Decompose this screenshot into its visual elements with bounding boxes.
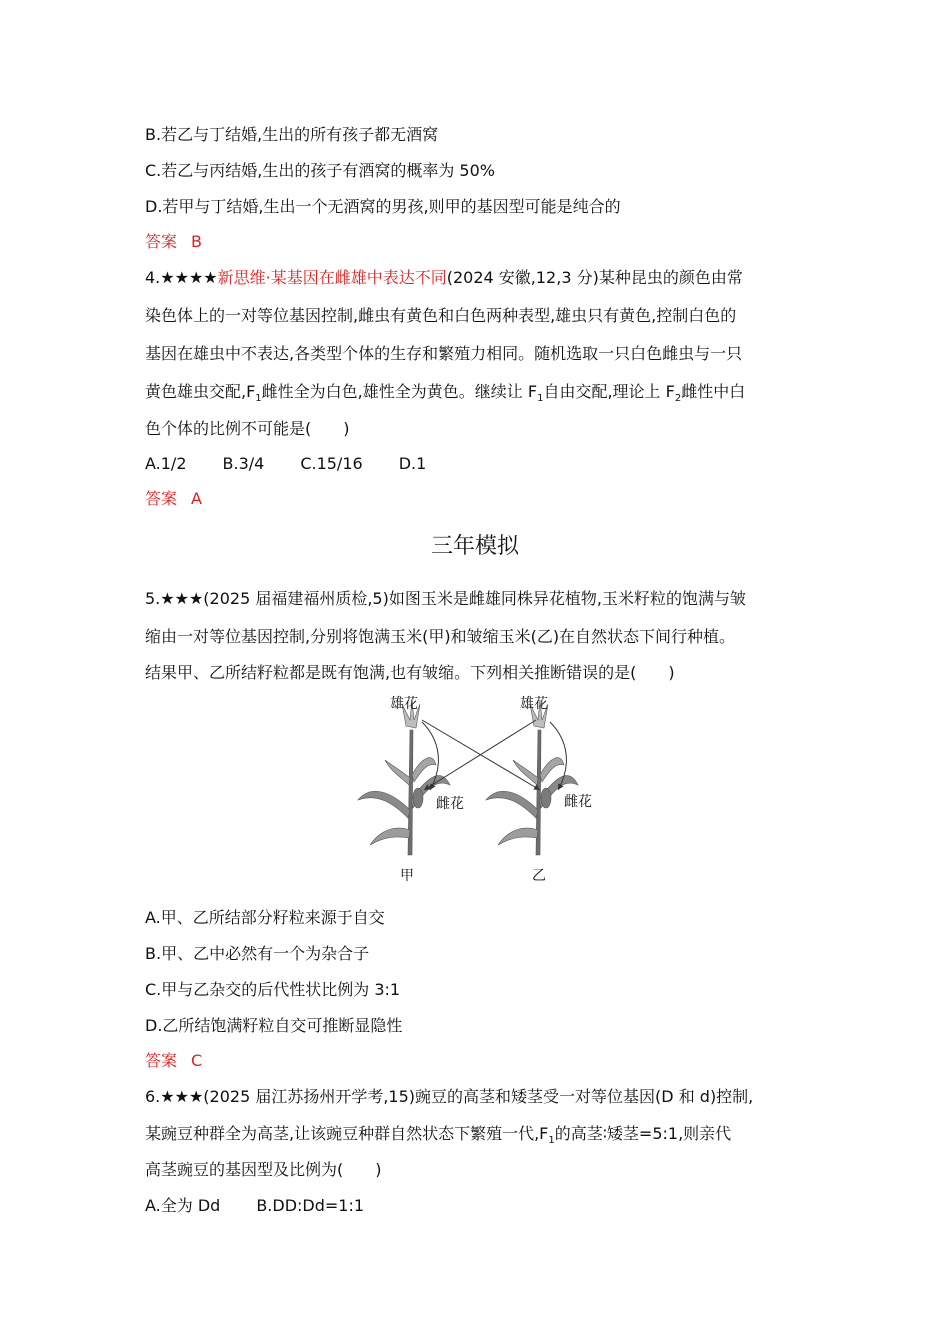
- subscript: 1: [255, 393, 262, 405]
- q6-number: 6.★★★: [145, 1087, 204, 1106]
- label-female-left: 雌花: [436, 796, 464, 812]
- q5-answer: [145, 1051, 202, 1071]
- q6-option-a: A.全为 Dd: [145, 1196, 221, 1215]
- answer-label: 答案: [145, 1051, 178, 1070]
- plant-left: [358, 700, 450, 855]
- q6-text: 豌豆的高茎和矮茎受一对等位基因(D 和 d)控制,: [415, 1087, 754, 1106]
- label-female-right: 雌花: [564, 794, 592, 810]
- answer-label: 答案: [145, 489, 178, 508]
- q4-text: 自由交配,理论上 F: [543, 382, 675, 401]
- q6-options: [145, 1196, 400, 1216]
- label-plant-left: 甲: [400, 868, 414, 884]
- q3-option-d: D.若甲与丁结婚,生出一个无酒窝的男孩,则甲的基因型可能是纯合的: [145, 197, 621, 216]
- q5-option-c: C.甲与乙杂交的后代性状比例为 3:1: [145, 980, 401, 999]
- arrow-cross-right: [424, 720, 536, 790]
- q4-options: [145, 454, 462, 474]
- q4-answer: [145, 489, 202, 509]
- subscript: 1: [548, 1135, 555, 1147]
- answer-label: 答案: [145, 232, 178, 251]
- q6-line-1: [145, 1087, 753, 1107]
- q4-text: 某种昆虫的颜色由常: [598, 268, 743, 287]
- q5-number: 5.★★★: [145, 589, 204, 608]
- q5-line-2: 缩由一对等位基因控制,分别将饱满玉米(甲)和皱缩玉米(乙)在自然状态下间行种植。: [145, 627, 736, 646]
- corn-figure: [340, 690, 620, 890]
- q4-number: 4.★★★★: [145, 268, 218, 287]
- q5-option-a: A.甲、乙所结部分籽粒来源于自交: [145, 908, 385, 927]
- q5-text: 如图玉米是雌雄同株异花植物,玉米籽粒的饱满与皱: [388, 589, 746, 608]
- q3-option-b: B.若乙与丁结婚,生出的所有孩子都无酒窝: [145, 125, 439, 144]
- corn-illustration: [340, 690, 620, 890]
- label-male-right: 雄花: [520, 696, 548, 712]
- q6-option-b: B.DD:Dd=1:1: [256, 1196, 365, 1215]
- plant-right: [486, 700, 578, 855]
- subscript: 1: [537, 393, 544, 405]
- q4-tag: 新思维·某基因在雌雄中表达不同: [217, 268, 447, 287]
- q4-line-1: [145, 268, 743, 288]
- q6-line-2: [145, 1124, 732, 1147]
- q6-text: 某豌豆种群全为高茎,让该豌豆种群自然状态下繁殖一代,F: [145, 1124, 549, 1143]
- q4-text: 雌性全为白色,雄性全为黄色。继续让 F: [261, 382, 538, 401]
- q3-option-c: C.若乙与丙结婚,生出的孩子有酒窝的概率为 50%: [145, 161, 495, 180]
- q4-text: 雌性中白: [681, 382, 746, 401]
- answer-value: C: [191, 1051, 203, 1070]
- q5-option-d: D.乙所结饱满籽粒自交可推断显隐性: [145, 1016, 403, 1035]
- q4-option-b: B.3/4: [222, 454, 265, 473]
- q4-text: 黄色雄虫交配,F: [145, 382, 256, 401]
- q5-line-1: [145, 589, 746, 609]
- q6-line-3: 高茎豌豆的基因型及比例为( ): [145, 1160, 382, 1179]
- q4-line-5: 色个体的比例不可能是( ): [145, 419, 350, 438]
- subscript: 2: [674, 393, 682, 405]
- q4-option-d: D.1: [398, 454, 427, 473]
- q3-answer: [145, 232, 202, 252]
- label-male-left: 雄花: [390, 696, 418, 712]
- q5-option-b: B.甲、乙中必然有一个为杂合子: [145, 944, 370, 963]
- q4-line-3: 基因在雄虫中不表达,各类型个体的生存和繁殖力相同。随机选取一只白色雌虫与一只: [145, 344, 743, 363]
- q4-option-c: C.15/16: [300, 454, 363, 473]
- q4-source: (2024 安徽,12,3 分): [446, 268, 599, 287]
- answer-value: B: [191, 232, 202, 251]
- q4-line-4: [145, 382, 746, 405]
- q6-source: (2025 届江苏扬州开学考,15): [203, 1087, 416, 1106]
- answer-value: A: [191, 489, 202, 508]
- q4-line-2: 染色体上的一对等位基因控制,雌虫有黄色和白色两种表型,雄虫只有黄色,控制白色的: [145, 306, 737, 325]
- label-plant-right: 乙: [532, 868, 546, 884]
- q5-line-3: 结果甲、乙所结籽粒都是既有饱满,也有皱缩。下列相关推断错误的是( ): [145, 663, 675, 682]
- q6-text: 的高茎∶矮茎=5:1,则亲代: [554, 1124, 732, 1143]
- q5-source: (2025 届福建福州质检,5): [203, 589, 389, 608]
- section-title: 三年模拟: [430, 534, 519, 559]
- q4-option-a: A.1/2: [145, 454, 187, 473]
